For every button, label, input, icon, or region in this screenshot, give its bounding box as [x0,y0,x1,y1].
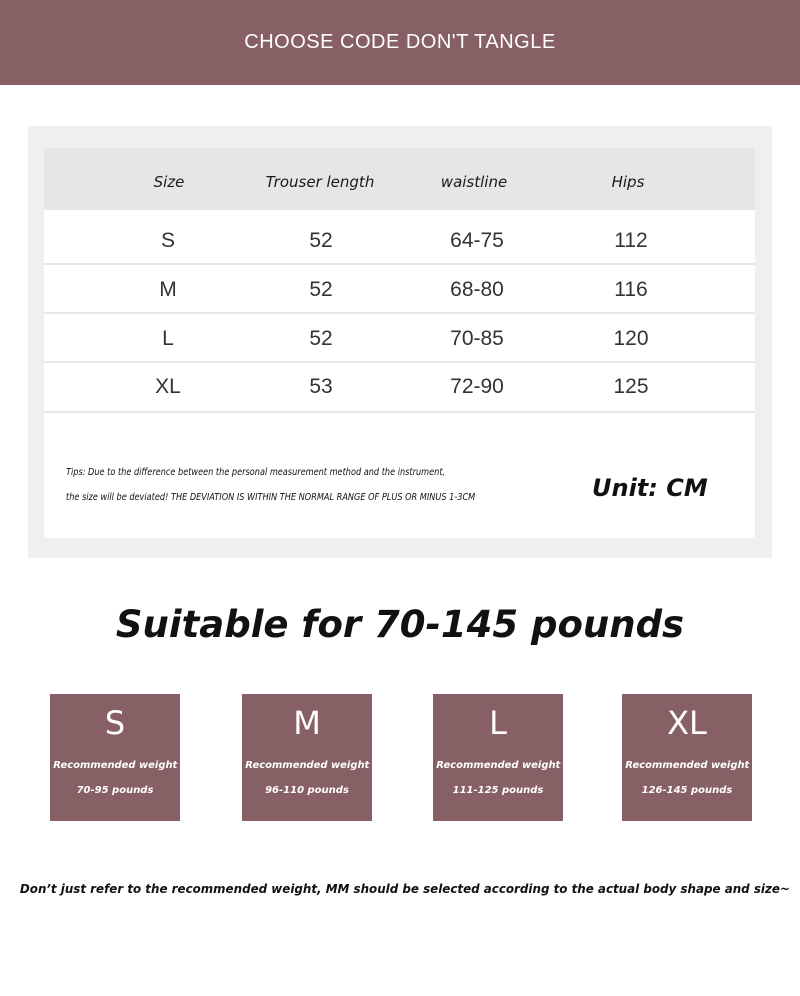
weight-card-size: L [489,704,507,742]
column-header-size: Size [153,173,185,191]
weight-card-s [50,694,180,821]
column-header-trouser-length: Trouser length [265,173,375,191]
row-divider [44,361,755,363]
weight-card-size: M [293,704,321,742]
tips-text-line-1: Tips: Due to the difference between the personal measurement method and the instrument, [66,467,446,478]
size-advice-footnote: Don’t just refer to the recommended weight, MM should be selected according to the actual body shape and size~ [19,881,790,896]
column-header-hips: Hips [611,173,645,191]
suitable-weight-heading: Suitable for 70-145 pounds [115,603,685,646]
row-divider [44,312,755,314]
weight-card-range: 96-110 pounds [265,785,349,796]
weight-card-label: Recommended weight [244,760,369,771]
weight-card-l [433,694,563,821]
weight-card-xl [622,694,752,821]
table-cell-size: M [159,278,177,301]
weight-card-size: S [104,704,126,742]
table-cell-hips: 125 [613,375,649,398]
weight-card-m [242,694,372,821]
table-cell-trouser-length: 52 [309,278,333,301]
size-table-header-row [44,148,755,210]
weight-card-range: 111-125 pounds [452,785,544,796]
table-cell-waistline: 64-75 [450,229,504,252]
table-cell-hips: 120 [613,327,649,350]
table-cell-trouser-length: 52 [309,229,333,252]
table-cell-trouser-length: 52 [309,327,333,350]
table-cell-size: L [162,327,174,350]
weight-card-range: 70-95 pounds [76,785,154,796]
banner-title: CHOOSE CODE DON'T TANGLE [244,31,556,53]
weight-card-label: Recommended weight [435,760,560,771]
table-cell-waistline: 68-80 [450,278,504,301]
table-cell-size: XL [155,375,181,398]
weight-card-label: Recommended weight [52,760,177,771]
header-banner [0,0,800,85]
row-divider [44,411,755,413]
unit-label: Unit: CM [592,474,708,502]
weight-card-size: XL [667,704,707,742]
column-header-waistline: waistline [440,173,508,191]
table-cell-hips: 116 [614,278,648,301]
weight-card-range: 126-145 pounds [641,785,733,796]
weight-card-label: Recommended weight [624,760,749,771]
table-cell-hips: 112 [614,229,648,252]
row-divider [44,263,755,265]
table-cell-size: S [160,229,176,252]
table-cell-waistline: 70-85 [450,327,504,350]
tips-text-line-2: the size will be deviated! THE DEVIATION IS WITHIN THE NORMAL RANGE OF PLUS OR MINUS 1-3CM [66,492,476,503]
table-cell-trouser-length: 53 [309,375,333,398]
table-cell-waistline: 72-90 [450,375,504,398]
